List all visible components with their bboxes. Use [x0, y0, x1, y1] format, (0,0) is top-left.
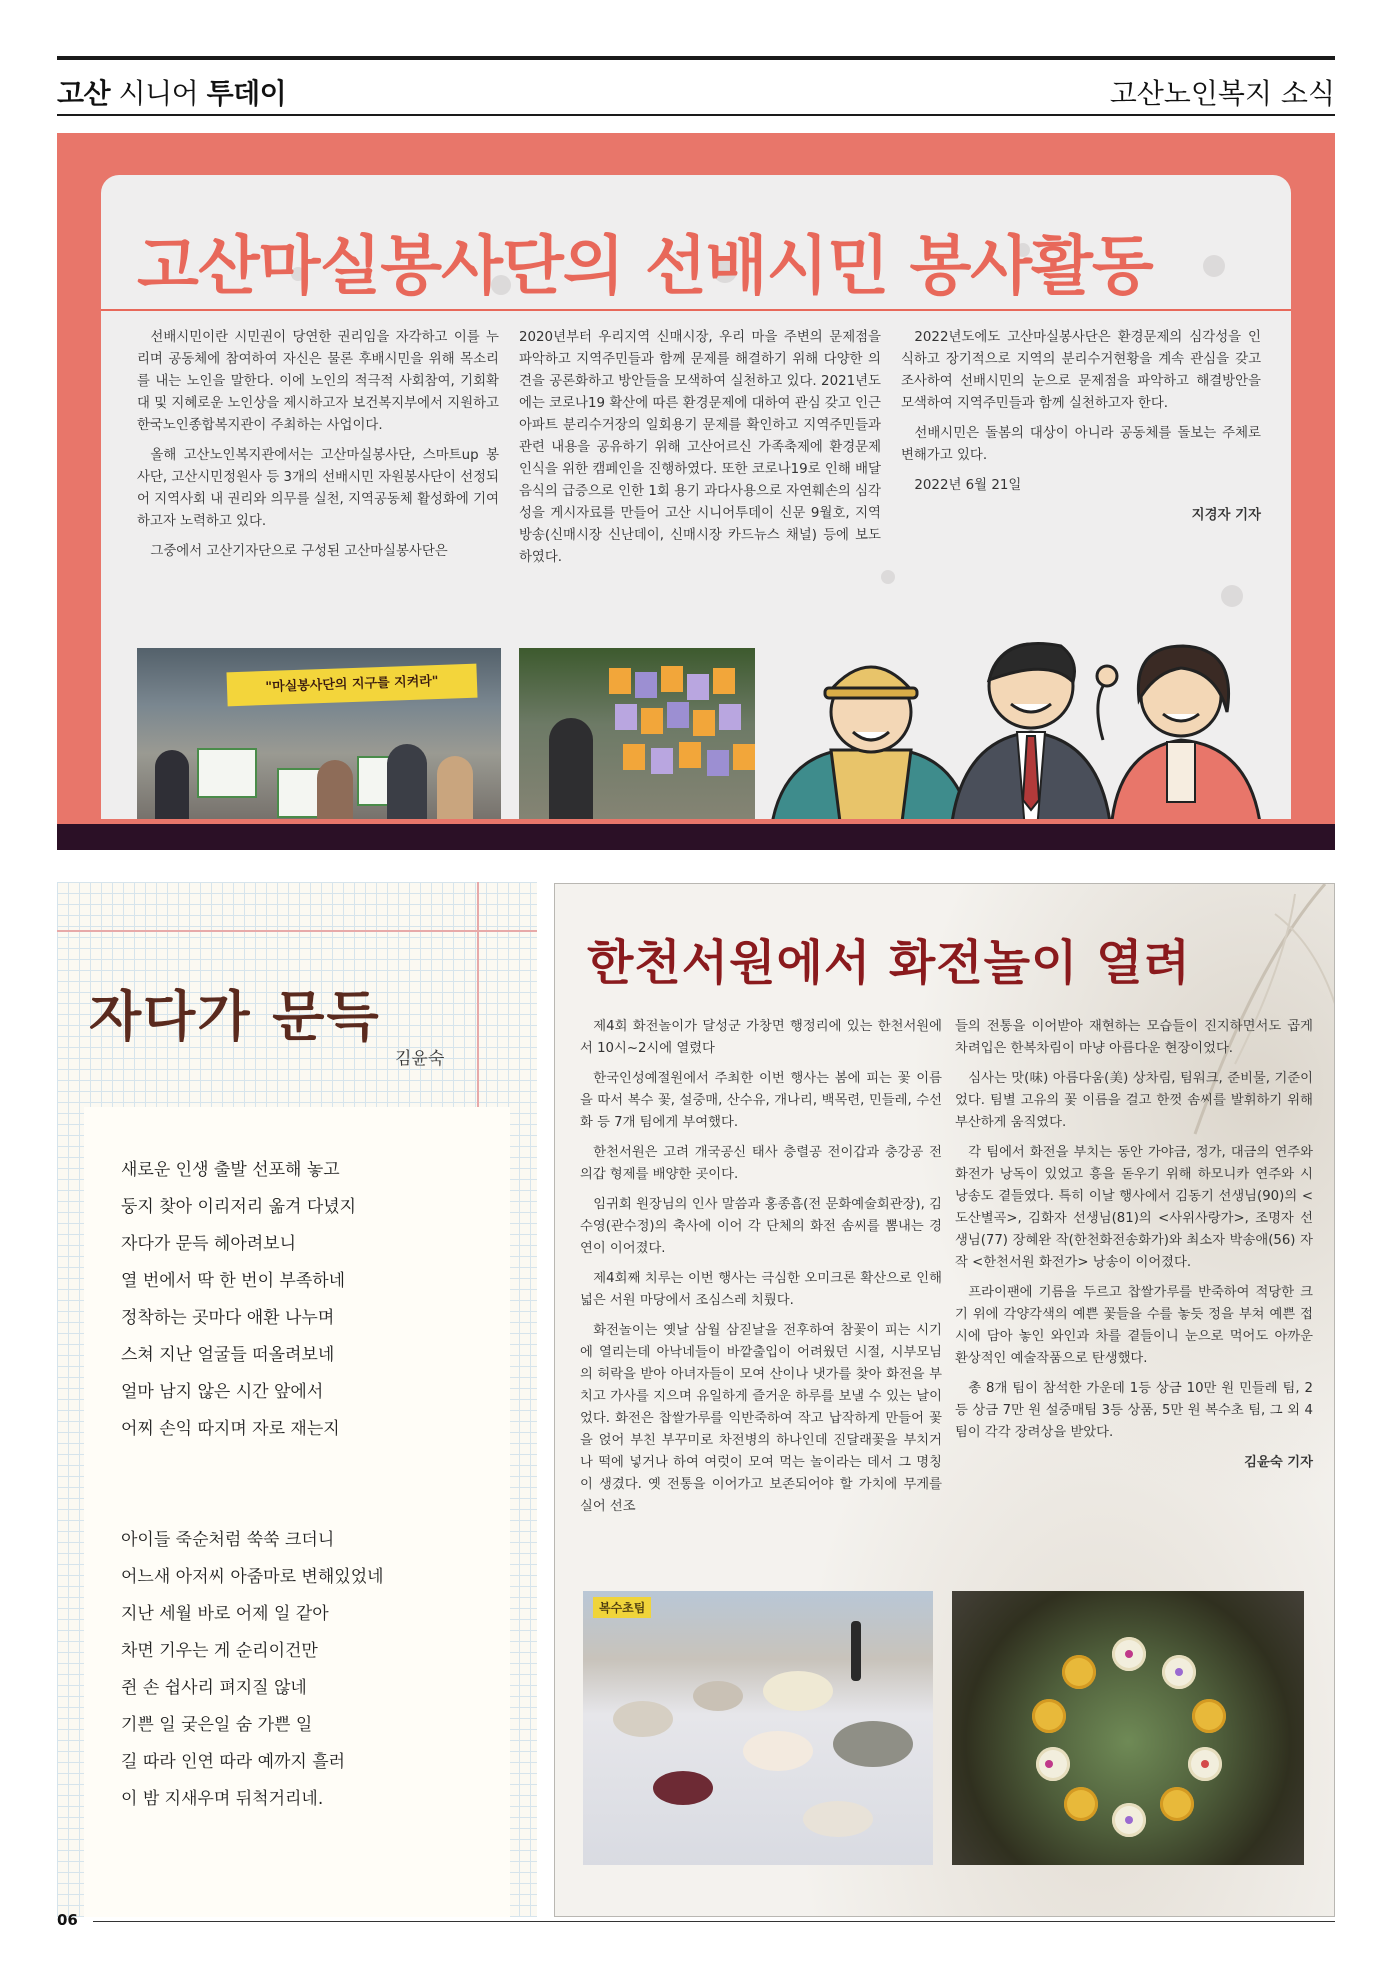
- page-number: 06: [57, 1911, 78, 1929]
- campaign-banner: "마실봉사단의 지구를 지켜라": [226, 664, 477, 707]
- flower-petal: [1201, 1760, 1209, 1768]
- article-date: 2022년 6월 21일: [914, 478, 1022, 493]
- flower-plate: [803, 1801, 873, 1837]
- tea-bowl: [693, 1681, 743, 1711]
- team-tag: 복수초팀: [593, 1597, 651, 1618]
- woman-figure: [1097, 646, 1261, 819]
- paragraph: 들의 전통을 이어받아 재현하는 모습들이 진지하면서도 곱게 차려입은 한복차림이 마냥 아름다운 현장이었다.: [955, 1019, 1313, 1056]
- display-board: [197, 748, 257, 798]
- poem-line: 정착하는 곳마다 애환 나누며: [121, 1308, 335, 1328]
- article-column-2: [955, 1016, 1313, 1482]
- wine-glass: [653, 1771, 713, 1805]
- paragraph: 제4회 화전놀이가 달성군 가창면 행정리에 있는 한천서원에서 10시~2시에 열렸다: [580, 1019, 942, 1056]
- article-byline: 지경자 기자: [1191, 508, 1261, 523]
- person-figure: [549, 718, 593, 819]
- person-figure: [437, 756, 473, 819]
- paragraph: 제4회째 치루는 이번 행사는 극심한 오미크론 확산으로 인해 넓은 서원 마당에서 조심스레 치뤘다.: [580, 1271, 942, 1308]
- article-title: 고산마실봉사단의 선배시민 봉사활동: [137, 230, 1153, 304]
- person-figure: [317, 760, 353, 819]
- decor-dot: [1203, 255, 1225, 277]
- poem-line: 둥지 찾아 이리저리 옮겨 다녔지: [121, 1197, 357, 1217]
- hwajeon-cake: [1032, 1699, 1066, 1733]
- hwajeon-platter-photo: [952, 1591, 1304, 1865]
- flower-petal: [1125, 1816, 1133, 1824]
- poem-stanza-1: [121, 1152, 356, 1448]
- poem-line: 이 밤 지새우며 뒤척거리네.: [121, 1789, 324, 1809]
- flower-petal: [1175, 1668, 1183, 1676]
- flower-plate: [763, 1671, 833, 1711]
- sticky-note: [687, 674, 709, 700]
- article-column-3: [901, 327, 1261, 535]
- paragraph: 선배시민은 돌봄의 대상이 아니라 공동체를 돌보는 주체로 변해가고 있다.: [901, 426, 1261, 463]
- flower-plate: [743, 1731, 813, 1771]
- paragraph: 올해 고산노인복지관에서는 고산마실봉사단, 스마트up 봉사단, 고산시민정원사 등 3개의 선배시민 자원봉사단이 선정되어 지역사회 내 권리와 의무를 실천, 지역공동체 활성화에 기여하고자 노력하고 있다.: [137, 448, 499, 529]
- paragraph: 화전놀이는 옛날 삼월 삼짇날을 전후하여 참꽃이 피는 시기에 열리는데 아낙네들이 바깥출입이 어려웠던 시절, 시부모님의 허락을 받아 아녀자들이 모여 산이나 냇가를 찾아 화전을 부치고 가사를 지으며 유일하게 즐거운 하루를 보낼 수 있는 날이었다. 화전은 찹쌀가루를 익반죽하여 작고 납작하게 만들어 꽃을 얹어 부친 부꾸미로 차전병의 하나인데 진달래꽃을 부치거나 떡에 넣거나 하여 여럿이 모여 먹는 놀이라는 데서 그 명칭이 생겼다. 옛 전통을 이어가고 보존되어야 할 가치에 무게를 실어 선조: [580, 1323, 942, 1514]
- publication-name: 고산 시니어 투데이: [57, 77, 287, 110]
- poem-line: 지난 세월 바로 어제 일 같아: [121, 1604, 329, 1624]
- sticky-note: [651, 748, 673, 774]
- article-title: 한천서원에서 화전놀이 열려: [587, 935, 1191, 991]
- sticky-note: [623, 744, 645, 770]
- wine-bottle: [851, 1621, 861, 1681]
- paragraph: 한천서원은 고려 개국공신 태사 충렬공 전이갑과 충강공 전의갑 형제를 배양한 곳이다.: [580, 1145, 942, 1182]
- paragraph: 각 팀에서 화전을 부치는 동안 가야금, 정가, 대금의 연주와 화전가 낭독이 있었고 흥을 돋우기 위해 하모니카 연주와 시 낭송도 곁들였다. 특히 이날 행사에서 김동기 선생님(90)의 <도산별곡>, 김화자 선생님(81)의 <사위사랑가>, 조명자 선생님(77) 장혜완 작(한천화전송화가)와 최소자 박송애(56) 자작 <한천서원 화전가> 낭송이 이어졌다.: [955, 1145, 1313, 1270]
- poem-line: 기쁜 일 궂은일 숨 가쁜 일: [121, 1715, 313, 1735]
- paragraph: 총 8개 팀이 참석한 가운데 1등 상금 10만 원 민들레 팀, 2등 상금 7만 원 설중매팀 3등 상품, 5만 원 복수초 팀, 그 외 4팀이 각각 장려상을 받았다.: [955, 1381, 1313, 1440]
- sticky-note: [615, 704, 637, 730]
- poem-line: 길 따라 인연 따라 예까지 흘러: [121, 1752, 346, 1772]
- paragraph: 임귀회 원장님의 인사 말씀과 홍종흠(전 문화예술회관장), 김수영(관수정)의 축사에 이어 각 단체의 화전 솜씨를 뽐내는 경연이 이어졌다.: [580, 1197, 942, 1256]
- message-board-photo: [519, 648, 755, 819]
- sticky-note: [641, 708, 663, 734]
- article-volunteer-activity: [57, 133, 1335, 850]
- hwajeon-cake: [1160, 1787, 1194, 1821]
- tea-table-photo: [583, 1591, 933, 1865]
- poem-line: 차면 기우는 게 순리이건만: [121, 1641, 318, 1661]
- article-column-1: [137, 327, 499, 571]
- flower-petal: [1045, 1760, 1053, 1768]
- flower-plate: [833, 1721, 913, 1767]
- tea-bowl: [613, 1701, 673, 1737]
- poem-line: 얼마 남지 않은 시간 앞에서: [121, 1382, 324, 1402]
- person-figure: [155, 750, 189, 819]
- article-column-1: [580, 1016, 942, 1526]
- hwajeon-cake: [1062, 1655, 1096, 1689]
- hwajeon-cake: [1036, 1747, 1070, 1781]
- masthead: [57, 56, 1335, 116]
- paragraph: 2022년도에도 고산마실봉사단은 환경문제의 심각성을 인식하고 장기적으로 지역의 분리수거현황을 계속 관심을 갖고 조사하여 선배시민의 눈으로 문제점을 파악하고 해결방안을 모색하여 지역주민들과 함께 실천하고자 한다.: [901, 330, 1261, 411]
- sticky-note: [713, 668, 735, 694]
- poem-panel: [57, 882, 537, 1917]
- person-figure: [387, 744, 427, 819]
- worker-figure: [771, 667, 971, 819]
- hwajeon-cake: [1064, 1787, 1098, 1821]
- poem-line: 쥔 손 쉽사리 펴지질 않네: [121, 1678, 307, 1698]
- sticky-note: [733, 744, 755, 770]
- sticky-note: [661, 666, 683, 692]
- campaign-booth-photo: [137, 648, 501, 819]
- flower-petal: [1125, 1650, 1133, 1658]
- sticky-note: [719, 704, 741, 730]
- dark-footer-band: [57, 824, 1335, 850]
- paragraph: 한국인성예절원에서 주최한 이번 행사는 봄에 피는 꽃 이름을 따서 복수 꽃, 설중매, 산수유, 개나리, 백목련, 민들레, 수선화 등 7개 팀에게 부여했다.: [580, 1071, 942, 1130]
- poem-line: 새로운 인생 출발 선포해 놓고: [121, 1160, 340, 1180]
- paragraph: 그중에서 고산기자단으로 구성된 고산마실봉사단은: [150, 544, 448, 559]
- decor-dot: [881, 570, 895, 584]
- poem-line: 스쳐 지난 얼굴들 떠올려보네: [121, 1345, 335, 1365]
- article-card: [101, 175, 1291, 819]
- sticky-note: [667, 702, 689, 728]
- article-byline: 김윤숙 기자: [1244, 1455, 1313, 1470]
- hwajeon-cake: [1192, 1699, 1226, 1733]
- paragraph: 프라이팬에 기름을 두르고 찹쌀가루를 반죽하여 적당한 크기 위에 각양각색의 예쁜 꽃들을 수를 놓듯 정을 부쳐 예쁜 접시에 담아 놓인 와인과 차를 곁들이니 눈으로 먹어도 아까운 환상적인 예술작품으로 탄생했다.: [955, 1285, 1313, 1366]
- paragraph: 선배시민이란 시민권이 당연한 권리임을 자각하고 이를 누리며 공동체에 참여하여 자신은 물론 후배시민을 위해 목소리를 내는 노인을 말한다. 이에 노인의 적극적 사회참여, 기회확대 및 지혜로운 노인상을 제시하고자 보건복지부에서 지원하고 한국노인종합복지관이 주최하는 사업이다.: [137, 330, 499, 433]
- sticky-note: [707, 750, 729, 776]
- poem-title: 자다가 문득: [89, 985, 381, 1048]
- sticky-note: [635, 672, 657, 698]
- senior-citizens-illustration: [761, 620, 1281, 819]
- businessman-figure: [951, 644, 1111, 819]
- poem-line: 아이들 죽순처럼 쑥쑥 크더니: [121, 1530, 335, 1550]
- poem-author: 김윤숙: [395, 1049, 445, 1069]
- page-footer: [57, 1911, 1335, 1931]
- title-rule: [101, 309, 1291, 311]
- paragraph: 2020년부터 우리지역 신매시장, 우리 마을 주변의 문제점을 파악하고 지역주민들과 함께 문제를 해결하기 위해 다양한 의견을 공론화하고 방안들을 모색하여 실천하고 있다. 2021년도에는 코로나19 확산에 따른 환경문제에 대하여 관심 갖고 인근아파트 분리수거장의 일회용기 문제를 확인하고 지역주민들과 관련 내용을 공유하기 위해 고산어르신 가족축제에 환경문제 인식을 위한 캠페인을 진행하였다. 또한 코로나19로 인해 배달음식의 급증으로 인한 1회 용기 과다사용으로 자연훼손의 심각성을 게시자료를 만들어 고산 시니어투데이 신문 9월호, 지역방송(신매시장 신난데이, 신매시장 카드뉴스 채널) 등에 보도하였다.: [519, 330, 881, 565]
- sticky-note: [693, 710, 715, 736]
- section-title: 고산노인복지 소식: [1109, 77, 1335, 110]
- poem-line: 자다가 문득 헤아려보니: [121, 1234, 297, 1254]
- poem-line: 어느새 아저씨 아줌마로 변해있었네: [121, 1567, 384, 1587]
- article-hwajeon-festival: [554, 883, 1335, 1917]
- poem-line: 열 번에서 딱 한 번이 부족하네: [121, 1271, 346, 1291]
- paragraph: 심사는 맛(味) 아름다움(美) 상차림, 팀워크, 준비물, 기준이었다. 팀별 고유의 꽃 이름을 걸고 한껏 솜씨를 발휘하기 위해 부산하게 움직였다.: [955, 1071, 1313, 1130]
- notebook-top-line: [57, 930, 537, 932]
- sticky-note: [679, 742, 701, 768]
- poem-stanza-2: [121, 1522, 384, 1818]
- sticky-note: [609, 668, 631, 694]
- article-column-2: [519, 327, 881, 577]
- decor-dot: [1221, 585, 1243, 607]
- poem-line: 어찌 손익 따지며 자로 재는지: [121, 1419, 340, 1439]
- footer-rule: [93, 1921, 1335, 1922]
